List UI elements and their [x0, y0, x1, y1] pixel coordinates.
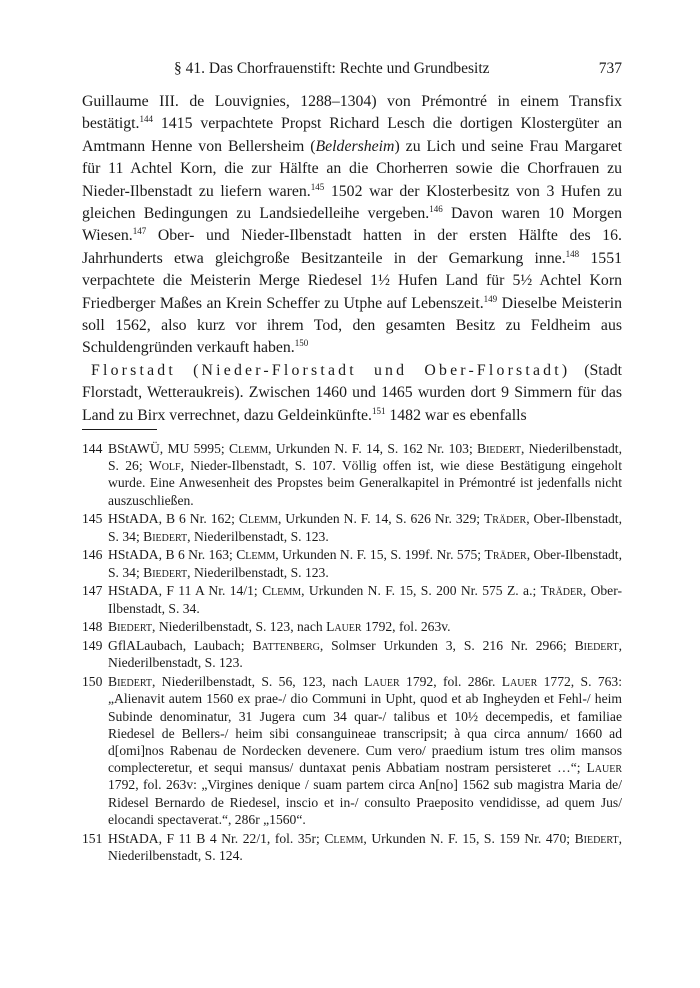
footnote-ref[interactable]: 149	[483, 293, 498, 304]
text-run: (Stadt Florstadt, Wetteraukreis). Zwischen 1460 und 1465 wurden dort 9 Simmern für das Land zu Birx verrechnet, dazu Geldeinkünfte.	[82, 361, 622, 424]
footnote	[82, 673, 622, 828]
footnote-text: , Niederilbenstadt, S. 26;	[108, 441, 622, 474]
footnote-text: , Urkunden N. F. 15, S. 159 Nr. 470;	[363, 830, 575, 846]
footnote-text: , Ober-Ilbenstadt, S. 34;	[108, 511, 622, 544]
place-heading: Florstadt (Nieder-Florstadt und Ober-Florstadt)	[91, 361, 571, 379]
author-name: Biedert	[143, 564, 188, 580]
footnote-text: 1772, S. 763: „Alienavit autem 1560 ex prae-/ dio Communi in Upht, quod et ab Ingheyden et Fehl-/ heim Subinde denominatur, 31 Jugera cum 34 quar-/ talibus et 10½ decempedis, et familiae Riedesel de Bellers-/ heim sibi consanguineae transcripsit; à qua circa annum/ 1660 ad d[omi]nos Rabenau de Nordecken devenere. Cum vero/ praedium istum tres olim mansos complecteretur, et sequi mansus/ duntaxat penis Abbatiam nostram persisteret …“;	[108, 674, 622, 776]
paragraph	[82, 91, 622, 360]
footnote-text: 1792, fol. 263v.	[361, 619, 451, 635]
footnote-ref[interactable]: 148	[565, 248, 580, 259]
text-run: 1415 verpachtete Propst Richard Lesch die dortigen Klostergüter an Amtmann Henne von Bellersheim (	[82, 115, 622, 155]
author-name: Lauer	[364, 674, 400, 690]
footnotes	[82, 440, 622, 866]
author-name: Biedert	[143, 528, 188, 544]
footnote	[82, 830, 622, 864]
footnote-ref[interactable]: 150	[294, 338, 309, 349]
footnote	[82, 582, 622, 616]
text-run: Guillaume III. de Louvignies, 1288–1304) von Prémontré in einem Transfix bestätigt.	[82, 93, 622, 133]
footnote	[82, 546, 622, 580]
text-run: 1502 war der Klosterbesitz von 3 Hufen zu gleichen Bedingungen zu Landsiedelleihe vergeben.	[82, 182, 622, 223]
author-name: Biedert	[574, 830, 619, 846]
footnote-number: 149	[82, 638, 103, 654]
footnote	[82, 618, 622, 635]
footnote-text: GflALaubach, Laubach;	[108, 638, 253, 654]
footnote-text: , Urkunden N. F. 14, S. 626 Nr. 329;	[277, 511, 484, 527]
footnote-text: , Urkunden N. F. 15, S. 200 Nr. 575 Z. a.;	[301, 583, 541, 599]
footnote-number: 150	[82, 674, 103, 690]
footnote-text: HStADA, B 6 Nr. 162;	[108, 511, 239, 527]
footnote-text: , Ober-Ilbenstadt, S. 34;	[108, 547, 622, 580]
author-name: Träder	[484, 547, 527, 563]
footnote-number: 151	[82, 830, 103, 846]
italic-name: Beldersheim	[315, 137, 395, 155]
footnote-text: BStAWÜ, MU 5995;	[108, 441, 229, 456]
running-header	[82, 60, 622, 80]
author-name: Lauer	[586, 760, 622, 776]
footnote-number: 147	[82, 583, 103, 599]
author-name: Biedert	[108, 619, 153, 635]
text-run: Davon waren 10 Morgen Wiesen.	[82, 205, 622, 245]
footnote-ref[interactable]: 147	[132, 226, 147, 237]
footnote-text: , Solmser Urkunden 3, S. 216 Nr. 2966;	[319, 638, 575, 654]
footnote-ref[interactable]: 145	[310, 181, 325, 192]
footnote-number: 146	[82, 547, 103, 563]
author-name: Clemm	[228, 441, 269, 456]
footnote-ref[interactable]: 151	[371, 405, 386, 416]
author-name: Biedert	[574, 638, 619, 654]
footnote-ref[interactable]: 146	[429, 204, 443, 215]
footnote-text: HStADA, F 11 A Nr. 14/1;	[108, 583, 263, 599]
footnote-text: , Niederilbenstadt, S. 123.	[187, 528, 329, 544]
text-run: 1551 verpachtete die Meisterin Merge Riedesel 1½ Hufen Land für 5½ Achtel Korn Friedberger Maßes an Krein Scheffer zu Utphe auf Lebenszeit.	[82, 249, 623, 312]
page-number: 737	[598, 60, 622, 77]
author-name: Biedert	[108, 674, 153, 690]
author-name: Biedert	[477, 441, 522, 456]
footnote-text: , Niederilbenstadt, S. 123, nach	[152, 619, 327, 635]
text-run: ) zu Lich und seine Frau Margaret für 11 Achtel Korn, die zur Hälfte an die Chorherren sowie die Chorfrauen zu Nieder-Ilbenstadt zu liefern waren.	[82, 137, 622, 200]
main-text	[82, 91, 622, 427]
footnote-text: , Urkunden N. F. 15, S. 199f. Nr. 575;	[275, 547, 485, 563]
author-name: Battenberg	[252, 638, 320, 654]
footnote-separator	[82, 429, 157, 430]
footnote-text: , Niederilbenstadt, S. 123.	[187, 564, 329, 580]
author-name: Träder	[540, 583, 583, 599]
author-name: Träder	[483, 511, 527, 527]
footnote-text: HStADA, B 6 Nr. 163;	[108, 547, 237, 563]
footnote-ref[interactable]: 144	[139, 114, 153, 125]
author-name: Clemm	[262, 583, 302, 599]
paragraph	[82, 360, 622, 427]
footnote-text: , Niederilbenstadt, S. 124.	[108, 830, 622, 863]
author-name: Clemm	[238, 511, 278, 527]
author-name: Lauer	[326, 619, 362, 635]
footnote-text: , Niederilbenstadt, S. 123.	[108, 638, 622, 671]
footnote	[82, 637, 622, 671]
author-name: Wolf	[148, 458, 181, 474]
footnote	[82, 510, 622, 544]
author-name: Clemm	[324, 830, 364, 846]
running-title: § 41. Das Chorfrauenstift: Rechte und Grundbesitz	[174, 60, 490, 77]
footnote-text: HStADA, F 11 B 4 Nr. 22/1, fol. 35r;	[108, 830, 325, 846]
text-run: Ober- und Nieder-Ilbenstadt hatten in der ersten Hälfte des 16. Jahrhunderts etwa gleichgroße Besitzanteile in der Gemarkung inne.	[82, 227, 622, 267]
footnote-number: 148	[82, 619, 103, 635]
footnote-number: 145	[82, 511, 103, 527]
author-name: Lauer	[501, 674, 538, 690]
footnote-text: 1792, fol. 263v: „Virgines denique / suam partem circa An[no] 1562 sub magistra Maria de/ Ridesel Bernardo de Riedesel, inscio et in-/ consulto Praeposito vendidisse, ad quem Jus/ elocandi spectaverat.“, 286r „1560“.	[108, 777, 622, 827]
footnote-number: 144	[82, 441, 103, 456]
author-name: Clemm	[236, 547, 276, 563]
footnote-text: 1792, fol. 286r.	[399, 674, 502, 690]
footnote-text: , Niederilbenstadt, S. 56, 123, nach	[152, 674, 365, 690]
footnote-text: , Nieder-Ilbenstadt, S. 107. Völlig offen ist, wie diese Bestätigung eingeholt wurde. Eine Anwesenheit des Propstes beim Generalkapitel in Prémontré ist jedenfalls nicht auszuschließen.	[108, 458, 622, 508]
footnote	[82, 440, 622, 509]
text-run: 1482 war es ebenfalls	[385, 406, 527, 424]
text-run: Dieselbe Meisterin soll 1562, also kurz vor ihrem Tod, den gesamten Besitz zu Feldheim aus Schuldengründen verkauft haben.	[82, 294, 622, 357]
footnote-text: , Ober-Ilbenstadt, S. 34.	[108, 583, 623, 616]
footnote-text: , Urkunden N. F. 14, S. 162 Nr. 103;	[268, 441, 478, 456]
